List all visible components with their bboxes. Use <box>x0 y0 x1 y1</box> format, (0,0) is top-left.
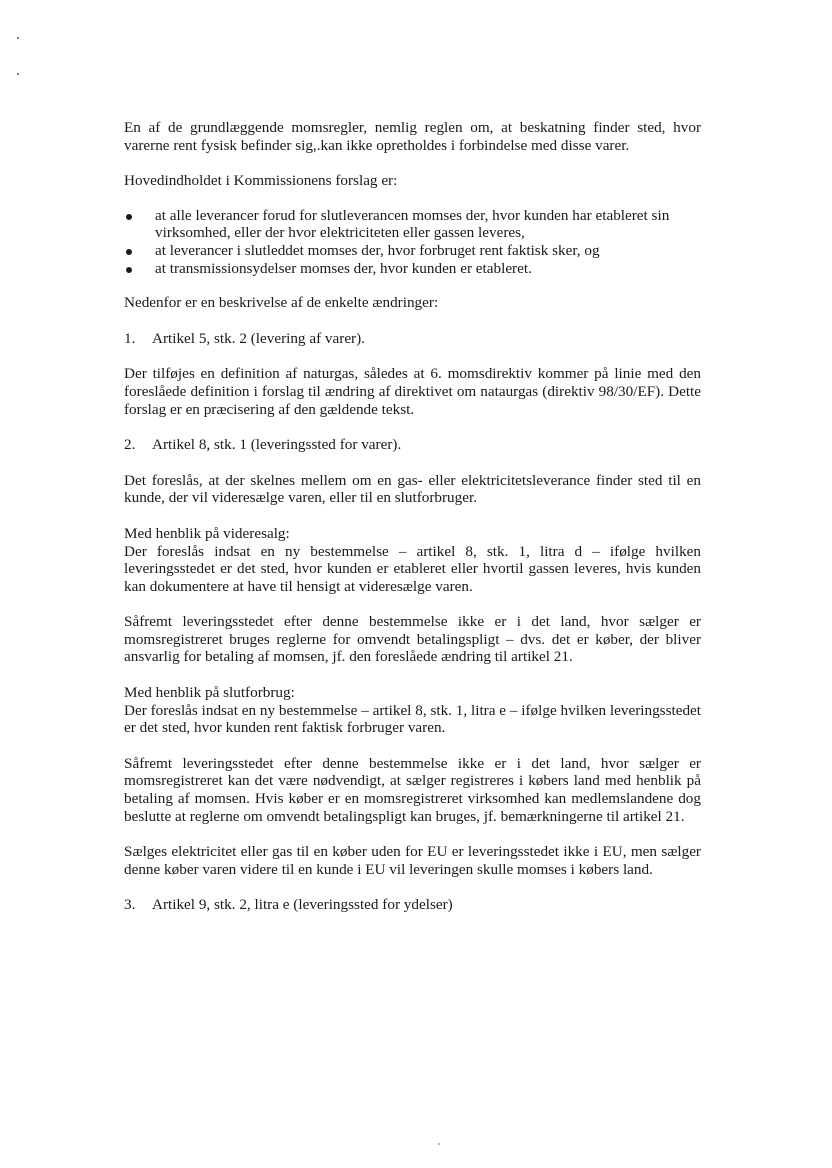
proposal-bullet-list <box>124 207 701 277</box>
section-number: 2. <box>124 436 136 454</box>
section-heading-1 <box>124 330 701 348</box>
paragraph-intro: En af de grundlæggende momsregler, nemlig reglen om, at beskatning finder sted, hvor varerne rent fysisk befinder sig,.kan ikke opretholdes i forbindelse med disse varer. <box>124 119 701 154</box>
paragraph-reverse-charge: Såfremt leveringsstedet efter denne bestemmelse ikke er i det land, hvor sælger er momsregistreret bruges reglerne for omvendt betalingspligt – dvs. det er køber, der bliver ansvarlig for betaling af momsen, jf. den foreslåede ændring til artikel 21. <box>124 613 701 666</box>
document-body <box>124 119 701 914</box>
bullet-item: at transmissionsydelser momses der, hvor kunden er etableret. <box>124 260 701 278</box>
scan-speck <box>17 73 19 75</box>
paragraph-final-consumption-rule: Der foreslås indsat en ny bestemmelse – artikel 8, stk. 1, litra e – ifølge hvilken leveringsstedet er det sted, hvor kunden rent faktisk forbruger varen. <box>124 701 701 737</box>
subheading-final-consumption: Med henblik på slutforbrug: <box>124 684 295 702</box>
section-number: 3. <box>124 896 136 914</box>
section-title: Artikel 8, stk. 1 (leveringssted for varer). <box>152 436 402 454</box>
paragraph-registration: Såfremt leveringsstedet efter denne bestemmelse ikke er i det land, hvor sælger er momsregistreret kan det være nødvendigt, at sælger registreres i købers land med henblik på betaling af momsen. Hvis køber er en momsregistreret virksomhed kan medlemslandene dog beslutte at reglerne om omvendt betalingspligt kan bruges, jf. bemærkningerne til artikel 21. <box>124 754 701 825</box>
paragraph-non-eu-buyer: Sælges elektricitet eller gas til en køber uden for EU er leveringsstedet ikke i EU, men sælger denne køber varen videre til en kunde i EU vil leveringen skulle momses i købers land. <box>124 843 701 878</box>
paragraph-natural-gas-definition: Der tilføjes en definition af naturgas, således at 6. momsdirektiv kommer på linie med den foreslåede definition i forslag til ændring af direktivet om nataurgas (direktiv 98/30/EF). Dette forslag er en præcisering af den gældende tekst. <box>124 365 701 418</box>
section-heading-2 <box>124 436 701 454</box>
paragraph-distinction: Det foreslås, at der skelnes mellem om en gas- eller elektricitetsleverance finder sted til en kunde, der vil videresælge varen, eller til en slutforbruger. <box>124 471 701 507</box>
bullet-icon <box>126 214 132 220</box>
paragraph-main-content: Hovedindholdet i Kommissionens forslag er: <box>124 172 398 190</box>
bullet-icon <box>126 267 132 273</box>
bullet-item: at leverancer i slutleddet momses der, hvor forbruget rent faktisk sker, og <box>124 242 701 260</box>
bullet-item: at alle leverancer forud for slutleverancen momses der, hvor kunden har etableret sin virksomhed, eller der hvor elektriciteten eller gassen leveres, <box>124 207 701 242</box>
scan-speck <box>438 1143 440 1145</box>
section-number: 1. <box>124 329 136 347</box>
paragraph-resale-rule: Der foreslås indsat en ny bestemmelse – artikel 8, stk. 1, litra d – ifølge hvilken leveringsstedet er det sted, hvor kunden er etableret eller hvortil gassen leveres, hvis kunden kan dokumentere at have til hensigt at videresælge varen. <box>124 542 701 595</box>
section-title: Artikel 9, stk. 2, litra e (leveringssted for ydelser) <box>152 896 453 914</box>
subheading-resale: Med henblik på videresalg: <box>124 524 290 542</box>
bullet-icon <box>126 249 132 255</box>
scan-speck <box>17 37 19 39</box>
paragraph-changes-intro: Nedenfor er en beskrivelse af de enkelte ændringer: <box>124 294 439 312</box>
section-heading-3 <box>124 896 701 914</box>
section-title: Artikel 5, stk. 2 (levering af varer). <box>152 329 365 347</box>
